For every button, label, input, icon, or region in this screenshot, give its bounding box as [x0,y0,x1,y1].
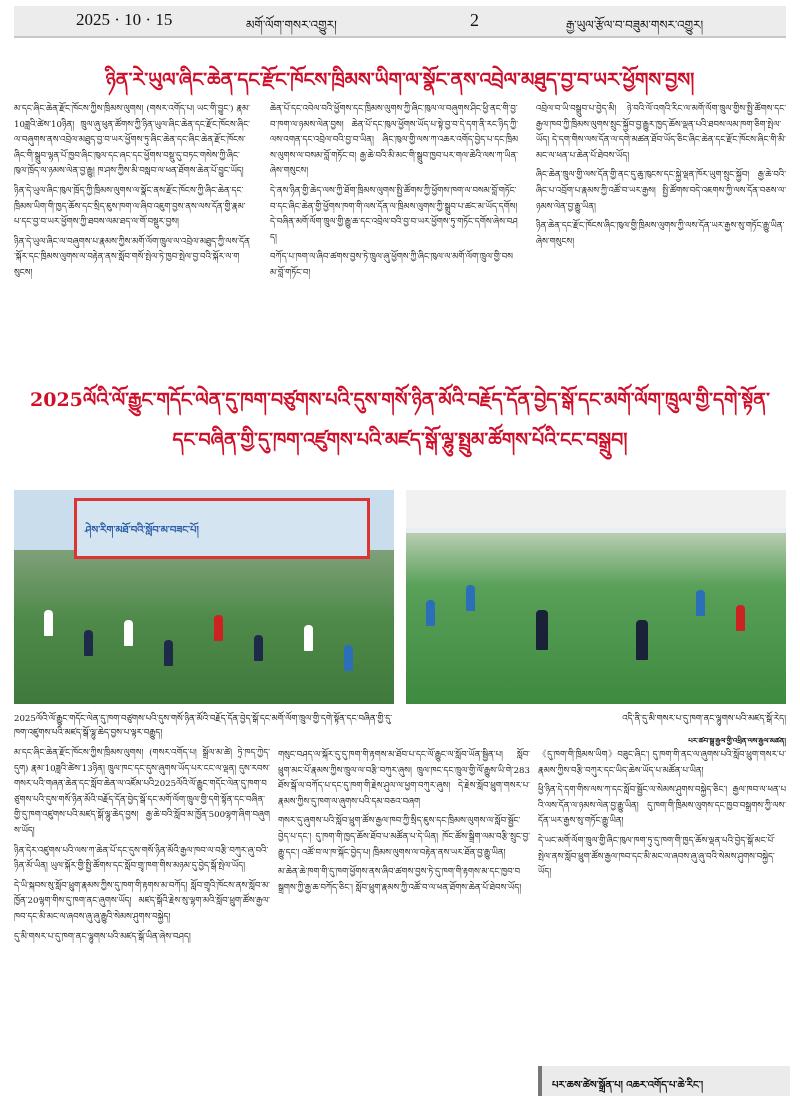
paragraph: མ་དང་ཞིང་ཆེན་རྫོང་ཁོངས་ཀྱིས་ཁྲིམས་ལུགས། (གསར་འགོད་པ། ཡང་གི་བྱུང་) རྣམ་10ཟླའི་ཚེས་10ཉིན། ཁྲུལ་ཞུ་ཕུན་ཚོགས་ཀྱི་ཉིན་ཡུལ་ཞིང་ཆེན་དང་རྫོང་ཁོངས་ཞིང་ལ་བཞུགས་ནས་འབྲེལ་མཐུད་བྱ་བ་ཡར་ཕྱོགས་ཏུ་ཞིང་ཆེན་དང་ཞིང་ཆེན་རྫོང་ཁོངས་ཞིང་གི་སྒྲུབ་ལྷན་པོ་ཁྱབ་ཞིང་ཁུལ་དང་ཞང་དང་ཕྱོགས་བསྡུ་དུ་བཏང་གསེས་ཀྱི་ཞིང་ཁུལ་ཁྲོད་ལ་ཉམས་ལེན་བྱ་རྒྱུ། ཁ་ཤས་ཀྱིས་མི་བསླབ་ལ་ཕན་ཐོགས་ཆེན་པོ་བྱུང་ཡོད། [14,104,250,177]
student-figure [124,620,133,646]
student-figure [44,610,53,636]
photo-byline: པར་ཚབ་སྒྲ་རྒྱལ་གྱི་འཕྲིན་ལས་རྒྱལ་མཚན། [688,736,786,745]
article1-column-1 [14,102,250,364]
student-figure [696,590,705,616]
section-name: རྒྱ་ཡུལ་རྩོལ་བ་བཟུམ་གསར་འགྱུར། [566,18,704,32]
paragraph: མ་དང་ཞིང་ཆེན་རྫོང་ཁོངས་ཀྱིས་ཁྲིམས་ལུགས། (གསར་འགོད་པ། སྒྲོལ་མ་ཚེ། ཏྲེ་ཁད་ཀྱེད་དུག) རྣམ་10ཟླའི་ཚེས་13ཉིན། ཁྲུལ་ཁང་དང་དུས་ཞུགས་ཡོད་པར་ངང་ལ་ལྡན། དུས་རབས་གསར་པའི་གཞན་ཆེན་དང་སློབ་ཆེན་ལ་འཛོམ་པའི2025ལོའི་ལོ་རྒྱུང་གདོང་ལེན་དུ་ཁག་བཙུགས་པའི་དུས་གསོ་ཉིན་མོའི་བརྗོད་དོན་བྱེད་སྒོ་དང་མགོ་ལོག་ཁྲུལ་གྱི་དགེ་སྟོན་དང་བཞིན་གྱི་དུ་ཁག་འཛུགས་པའི་མཛད་སྒོ་ལྷུ་ཆེད་བྱས། རྒྱ་ཆེ་བའི་སློབ་མ་ཁྱོན་500ལྷག་ཞིག་བཞུགས་ཡོད། [14,748,270,836]
paragraph: ཞིང་ཆེན་ཁྲུལ་གྱི་ལས་དོན་གྱི་ནང་དུ་ཆུ་ཁུངས་དང་སྐྱེ་ལྡན་ཁོར་ཡུག་སྲུང་སྐྱོབ། རྒྱ་ཆེ་བའི་ཞིང་པ་འབྲོག་པ་རྣམས་ཀྱི་འཚོ་བ་ཡར་རྒྱས། སྤྱི་ཚོགས་བདེ་འཇགས་ཀྱི་ལས་དོན་བཅས་ལ་ཉམས་ལེན་བྱ་རྒྱུ་ཡིན། [536,170,786,212]
paragraph: ཉིན་དེར་འཛུགས་པའི་ལས་ཀ་ཆེན་པོ་དང་དུས་གསོ་ཉིན་མོའི་རྒྱལ་ཁབ་ལ་བརྩི་བཀུར་ཞུ་བའི་ཉིན་མོ་ཡིན། ཡུལ་སྐོར་གྱི་སྤྱི་ཚོགས་དང་སློབ་གྲྭ་ཁག་གིས་མཉམ་དུ་བྱེད་སྒོ་སྤེལ་ཡོད། [14,845,269,872]
officer-figure [636,620,648,660]
photo-caption-left: 2025ལོའི་ལོ་རྒྱུང་གདོང་ལེན་དུ་ཁག་བཙུགས་པའི་དུས་གསོ་ཉིན་མོའི་བརྗོད་དོན་བྱེད་སྒོ་དང་མགོ་ལོག་ཁྲུལ་གྱི་དགེ་སྟོན་དང་བཞིན་གྱི་དུ་ཁག་འཛུགས་པའི་མཛད་སྒོ་ལྷུ་ཆེད་བྱས་པ་ལྟར་བརྒྱུད། [14,714,393,738]
paragraph: ཉིན་ཆེན་དང་རྫོང་ཁོངས་ཞིང་ཁུལ་གྱི་ཁྲིམས་ལུགས་ཀྱི་ལས་དོན་ཡར་རྒྱས་སུ་གཏོང་རྒྱུ་ཡིན་ཞེས་གསུངས། [536,221,785,247]
article2-column-2 [278,748,530,1108]
student-figure [426,600,435,626]
student-figure [304,625,313,651]
student-figure [344,645,353,671]
article1-headline: ཉིན་རེ་ཡུལ་ཞིང་ཆེན་དང་རྫོང་ཁོངས་ཁྲིམས་ཡིག་ལ་སྣོང་ནས་འབྲེལ་མཐུད་བྱ་བ་ཡར་ཕྱོགས་བྱས། [105,69,695,91]
paragraph: 《དུ་ཁག་གི་ཁྲིམས་ཡིག》བཟུང་ཞིང་། དུ་ཁག་གི་ནང་ལ་ཞུགས་པའི་སློབ་ཕྲུག་གསར་པ་རྣམས་ཀྱིས་བརྩི་བཀུར་དང་ཡིད་ཆེས་ཡོད་པ་མཚོན་པ་ཡིན། [538,750,786,776]
stage-banner [74,498,370,559]
officer-figure [536,610,548,650]
article1-column-2 [270,102,518,364]
banner-text: ཤེས་རིག་མཐོ་བའི་སློབ་མ་བཟང་པོ། [85,525,199,536]
paragraph: མ་ཆེན་ཆེ་ཁག་གི་དུ་ཁག་ཕྱོགས་ནས་ཞིབ་ཚགས་བྱས་ཏེ་དུ་ཁག་གི་རྟགས་མ་དང་ཁྱབ་བསྒྲགས་ཀྱི་རྒྱ་ཆ་བཀོད་ཅིང་། སློབ་ཕྲུག་རྣམས་ཀྱི་འཚོ་བ་ལ་ཕན་ཐོགས་ཆེན་པོ་ཐེབས་ཡོད། [278,867,522,893]
editor-credit: པར་ཆས་ཚེས་སྒྲོན་པ། འཆར་འགོད་པ་ཆེ་རིང་། [552,1080,704,1091]
article1-column-3 [536,102,786,364]
article2-column-1 [14,746,270,1108]
editor-credit-box [538,1066,790,1096]
paragraph: དེ་ནས་ཉིན་གྱི་ཆེད་ལས་ཀྱི་ཐོག་ཁྲིམས་ལུགས་སྤྱི་ཚོགས་ཀྱི་ཕྱོགས་ཁག་ལ་བསམ་བློ་གཏོང་བ་དང་ཞིང་ཆེན་གྱི་ཕྱོགས་ཁག་གི་ལས་དོན་ལ་ཁྲིམས་ལུགས་ཀྱི་སྒྲུབ་པ་ཚང་མ་ཡོད་དགོས། དེ་བཞིན་མགོ་ལོག་ཁྲུལ་གྱི་རྒྱུ་ཆ་དང་འབྲེལ་བའི་བྱ་བ་ཡར་ཕྱོགས་ཏུ་གཏོང་དགོས་ཞེས་བཤད། [270,185,518,243]
student-figure [214,615,223,641]
paragraph: འབྲེལ་བ་ཡི་བསྒྲུབ་པ་བྱེད་མི། ཉེ་བའི་ལོ་འགའི་རིང་ལ་མགོ་ལོག་ཁྲུལ་གྱིས་སྤྱི་ཚོགས་དང་རྒྱལ་ཁབ་ཀྱི་ཁྲིམས་ལུགས་སྲུང་སྐྱོབ་བྱ་རྒྱུར་ཁྱད་ཆོས་ལྡན་པའི་ཐབས་ལམ་ཁག་ཅིག་སྤེལ་ཡོད། དེ་དག་གིས་ལས་དོན་ལ་དགེ་མཚན་ཐོབ་ཡོད་ཅིང་ཞིང་ཆེན་དང་རྫོང་ཁོངས་ཞིང་གི་མི་མང་ལ་ཕན་པ་ཆེན་པོ་ཐེབས་ཡོད། [536,104,786,161]
paragraph: དེ་ཡང་མགོ་ལོག་ཁྲུལ་གྱི་ཞིང་ཁུལ་ཁག་ཏུ་དུ་ཁག་གི་ཁྱད་ཆོས་ལྡན་པའི་བྱེད་སྒོ་མང་པོ་སྤེལ་ནས་སློབ་ཕྲུག་ཚོས་རྒྱལ་ཁབ་དང་མི་མང་ལ་ཞབས་ཞུ་ཞུ་བའི་སེམས་ཤུགས་བསྐྱེད་ཡོད། [538,835,775,878]
paragraph: ཆེན་པོ་དང་འབེལ་བའི་ཕྱོགས་དང་ཁྲིམས་ལུགས་ཀྱི་ཞིང་ཁུལ་ལ་བཞུགས་ཤིང་ཕྱི་ནང་གི་བྱ་བ་ཁག་ལ་ཉམས་ལེན་བྱས། ཆེན་པོ་དང་ཁུལ་ཕྱོགས་ཡོད་པ་སྟེ་བྱ་བ་དེ་དག་ནི་རང་ཉིད་ཀྱི་ལས་འགན་དང་འབྲེལ་བའི་བྱ་བ་ཡིན། ཞིང་ཁུལ་གྱི་ལས་ཀ་འཆར་འགོད་བྱེད་པ་དང་ཁྲིམས་ལུགས་ལ་བསམ་བློ་གཏོང་བ། རྒྱ་ཆེ་བའི་མི་མང་གི་སྒྲུབ་ཁྱབ་པར་གལ་ཆེའི་ལས་ཀ་ཡིན་ཞེས་གསུངས། [270,104,518,177]
article2-column-3 [538,748,786,1056]
article2-headline-line1: 2025ལོའི་ལོ་རྒྱུང་གདོང་ལེན་དུ་ཁག་བཙུགས་པའི་དུས་གསོ་ཉིན་མོའི་བརྗོད་དོན་བྱེད་སྒོ་དང་མགོ་ལོག་ཁྲུལ་གྱི་དགེ་སྟོན་ [30,389,770,411]
student-figure [164,640,173,666]
photo-caption-right: འདི་ནི་དུ་མི་གསར་པ་དུ་ཁག་ནང་ལྷུགས་པའི་མཛད་སྒོ་རེད། [622,714,786,724]
student-figure [84,630,93,656]
student-figure [254,635,263,661]
article2-headline-line2: དང་བཞིན་གྱི་དུ་ཁག་འཛུགས་པའི་མཛད་སྒོ་ལྷུ་སྤྲུམ་ཚོགས་པོའི་ངང་བསྒྲུབ། [172,429,628,451]
paragraph: ཕྱི་ཉིན་དེ་དག་གིས་ལས་ཀ་དང་སློབ་སྦྱོང་ལ་སེམས་ཤུགས་བསྐྱེད་ཅིང་། རྒྱལ་ཁབ་ལ་ཕན་པའི་ལས་དོན་ལ་ཉམས་ལེན་བྱ་རྒྱུ་ཡིན། དུ་ཁག་གི་ཁྲིམས་ལུགས་དང་ཁྱབ་བསྒྲགས་ཀྱི་ལས་དོན་ཡར་རྒྱས་སུ་གཏོང་རྒྱུ་ཡིན། [538,785,786,827]
student-figure [466,585,475,611]
paragraph: དེ་ཡི་སྐབས་སུ་སློབ་ཕྲུག་རྣམས་ཀྱིས་དུ་ཁག་གི་རྟགས་མ་བཀོད། སློབ་གྲྭའི་ཁོངས་ནས་སློབ་མ་ཁྱོན་20ལྷག་གིས་དུ་ཁག་ནང་ཞུགས་ཡོད། མཛད་སྒོའི་རྗེས་སུ་ལྷག་མའི་སློབ་ཕྲུག་ཚོས་རྒྱལ་ཁབ་དང་མི་མང་ལ་ཞབས་ཞུ་ཞུ་རྒྱུའི་སེམས་ཤུགས་བསྐྱེད། [14,880,270,922]
issue-date: 2025 · 10 · 15 [76,10,173,29]
ceremony-photo-left [14,490,394,704]
paragraph: དུ་མི་གསར་པ་དུ་ཁག་ནང་ལྷུགས་པའི་མཛད་སྒོ་ཡིན་ཞེས་བཤད། [14,931,191,942]
school-building [406,490,786,528]
paragraph: བཀོད་པ་ཁག་ལ་ཞིབ་ཚགས་བྱས་ཏེ་ཁྲུལ་ཞུ་ཕྱོགས་ཀྱི་ཞིང་ཁུལ་ལ་མགོ་ལོག་ཁྲུལ་གྱི་བསམ་བློ་གཏོང་བ། [270,252,513,278]
masthead [14,6,786,38]
paragraph: ཉིན་དེ་ཡུལ་ཞིང་ཁུལ་ཁྲོད་ཀྱི་ཁྲིམས་ལུགས་ལ་སྣོང་ནས་རྫོང་ཁོངས་ཀྱི་ཞིང་ཆེན་དང་ཁྲིམས་ཡིག་གི་ཁྱད་ཆོས་དང་སྲིད་ཇུས་ཁག་ལ་ཞིབ་འཇུག་བྱས་ནས་ལས་དོན་གྱི་རྣམ་པ་དང་བྱ་བ་ཡར་ཕྱོགས་ཀྱི་ཐབས་ལམ་ཐད་ལ་གོ་བསྡུར་བྱས། [14,185,246,228]
paragraph: གསར་དུ་ཞུགས་པའི་སློབ་ཕྲུག་ཚོས་རྒྱལ་ཁབ་ཀྱི་སྲིད་ཇུས་དང་ཁྲིམས་ལུགས་ལ་སློབ་སྦྱོང་བྱེད་པ་དང་། དུ་ཁག་གི་ཁྱད་ཆོས་ཐོབ་པ་མཚོན་པ་དེ་ཡིན། ཁོང་ཚོས་སྒྲིག་ལམ་བརྩི་སྲུང་བྱ་རྒྱུ་དང་། འཚོ་བ་ལ་ཁ་སྐོང་བྱེད་པ། ཁྲིམས་ལུགས་ལ་བརྟེན་ནས་ཡར་ཐོན་བྱ་རྒྱུ་ཡིན། [278,816,530,858]
paragraph: གསུང་བཤད་ལ་སྐོར་དུ་དུ་ཁག་གི་རྟགས་མ་ཐོབ་པ་དང་ལོ་རྒྱུང་ལ་སློབ་ཡོན་སྦྱིན་པ། སློབ་ཕྲུག་མང་པོ་རྣམས་ཀྱིས་ཁྲུལ་ལ་བརྩི་བཀུར་ཞུས། ཁྲུལ་ཁང་དང་ཁྲུལ་གྱི་ལོ་རྒྱུས་ཡི་གེ་283 ཐོས་སྒོ་ལ་བཀོད་པ་དང་དུ་ཁག་གི་རྗེས་ཤུལ་ལ་ཕྱག་བཀུར་ཞུས། དེ་རྗེས་སློབ་ཕྲུག་གསར་པ་རྣམས་ཀྱིས་དུ་ཁག་ལ་ཞུགས་པའི་དམ་བཅའ་བཞག [278,750,530,807]
publication-name: མགོ་ལོག་གསར་འགྱུར། [246,18,337,32]
page-number: 2 [470,10,479,30]
student-figure [736,605,745,631]
paragraph: ཉིན་དེ་ཡུལ་ཞིང་ལ་བཞུགས་པ་རྣམས་ཀྱིས་མགོ་ལོག་ཁྲུལ་ལ་འབྲེལ་མཐུད་ཀྱི་ལས་དོན་སྐོར་དང་ཁྲིམས་ལུགས་ལ་བརྟེན་ནས་སློབ་གསོ་སྤེལ་ཏེ་ཁྱབ་སྤེལ་བྱ་བའི་སྐོར་ལ་གསུངས། [14,236,250,278]
ceremony-photo-right [406,490,786,704]
